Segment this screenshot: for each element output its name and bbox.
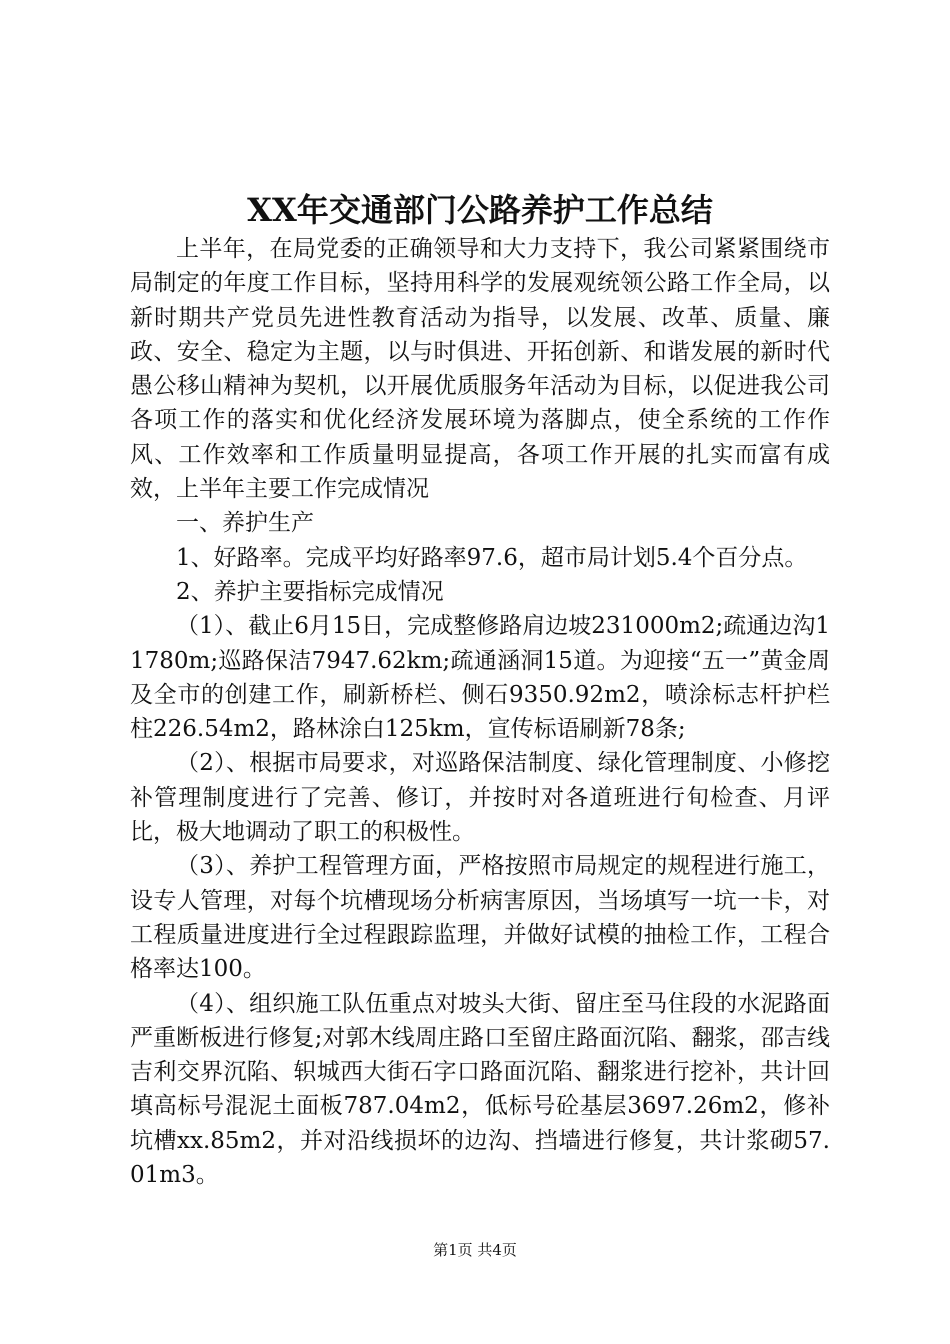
paragraph-item-2: （2）、根据市局要求，对巡路保洁制度、绿化管理制度、小修挖补管理制度进行了完善、修订，并按时对各道班进行旬检查、月评比，极大地调动了职工的积极性。 xyxy=(130,750,830,846)
paragraph-intro: 上半年，在局党委的正确领导和大力支持下，我公司紧紧围绕市局制定的年度工作目标，坚持用科学的发展观统领公路工作全局，以新时期共产党员先进性教育活动为指导，以发展、改革、质量、廉政、安全、稳定为主题，以与时俱进、开拓创新、和谐发展的新时代愚公移山精神为契机，以开展优质服务年活动为目标，以促进我公司各项工作的落实和优化经济发展环境为落脚点，使全系统的工作作风、工作效率和工作质量明显提高，各项工作开展的扎实而富有成效，上半年主要工作完成情况 xyxy=(130,236,830,503)
page-number-footer: 第1页 共4页 xyxy=(433,1241,517,1259)
paragraph-item-3: （3）、养护工程管理方面，严格按照市局规定的规程进行施工，设专人管理，对每个坑槽现场分析病害原因，当场填写一坑一卡，对工程质量进度进行全过程跟踪监理，并做好试模的抽检工作，工程合格率达100。 xyxy=(130,853,830,983)
paragraph-item-1: （1）、截止6月15日，完成整修路肩边坡231000m2;疏通边沟11780m;巡路保洁7947.62km;疏通涵洞15道。为迎接“五一”黄金周及全市的创建工作，刷新桥栏、侧石9350.92m2，喷涂标志杆护栏柱226.54m2，路林涂白125km，宣传标语刷新78条; xyxy=(130,613,830,743)
document-title: XX年交通部门公路养护工作总结 xyxy=(247,191,713,229)
subheading-main-indicators: 2、养护主要指标完成情况 xyxy=(176,578,444,605)
paragraph-item-4: （4）、组织施工队伍重点对坡头大街、留庄至马住段的水泥路面严重断板进行修复;对郭木线周庄路口至留庄路面沉陷、翻浆，邵吉线吉利交界沉陷、轵城西大街石字口路面沉陷、翻浆进行挖补，共计回填高标号混泥土面板787.04m2，低标号砼基层3697.26m2，修补坑槽xx.85m2，并对沿线损坏的边沟、挡墙进行修复，共计浆砌57.01m3。 xyxy=(130,990,830,1189)
section-heading-maintenance: 一、养护生产 xyxy=(176,510,314,537)
paragraph-good-road-rate: 1、好路率。完成平均好路率97.6，超市局计划5.4个百分点。 xyxy=(176,544,808,571)
document-body xyxy=(130,232,830,1192)
